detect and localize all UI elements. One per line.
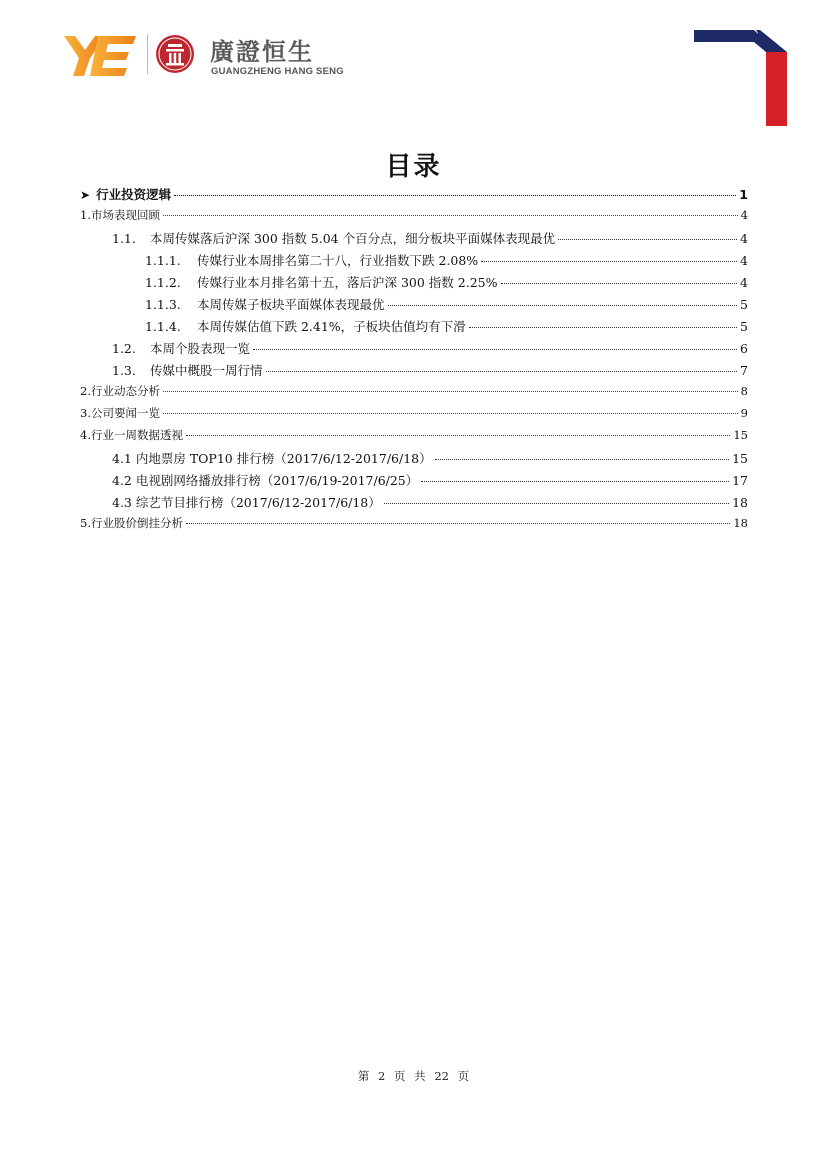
toc-entry-page: 17: [732, 473, 748, 488]
toc-entry-text: 本周传媒子板块平面媒体表现最优: [197, 297, 385, 312]
toc-entry-page: 18: [732, 495, 748, 510]
toc-entry-number: 1.2.: [112, 341, 136, 356]
toc-title: 目录: [385, 152, 442, 182]
toc-entry-number: 1.1.1.: [145, 253, 181, 268]
toc-entry-page: 1: [739, 187, 748, 202]
toc-entry-text: 2.行业动态分析: [80, 384, 160, 398]
logo-divider: [147, 34, 148, 74]
toc-entry-page: 4: [740, 231, 748, 246]
toc-entry-text: 3.公司要闻一览: [80, 406, 160, 420]
toc-entry[interactable]: [80, 515, 748, 537]
dot-leader: [253, 349, 737, 350]
brand-subtitle: GUANGZHENG HANG SENG: [211, 66, 344, 77]
toc-entry-text: 4.3 综艺节目排行榜（2017/6/12-2017/6/18）: [112, 495, 381, 510]
brand-name: 廣證恒生: [210, 38, 314, 66]
dot-leader: [435, 459, 729, 460]
toc-entry[interactable]: [80, 273, 748, 295]
dot-leader: [163, 215, 738, 216]
page-footer: 第 2 页 共 22 页: [357, 1069, 470, 1083]
toc-entry[interactable]: [80, 339, 748, 361]
toc-entry[interactable]: [80, 383, 748, 405]
table-of-contents: [80, 185, 748, 537]
arrow-bullet-icon: ➤: [80, 188, 91, 202]
toc-entry-text: 4.2 电视剧网络播放排行榜（2017/6/19-2017/6/25）: [112, 473, 419, 488]
toc-entry-number: 1.1.: [112, 231, 136, 246]
ye-logo-icon: [64, 32, 136, 78]
toc-entry-page: 5: [740, 319, 748, 334]
dot-leader: [481, 261, 737, 262]
dot-leader: [384, 503, 729, 504]
corner-decoration-icon: [694, 30, 790, 126]
toc-entry[interactable]: [80, 493, 748, 515]
dot-leader: [186, 435, 730, 436]
toc-entry-page: 5: [740, 297, 748, 312]
toc-entry-text: 行业投资逻辑: [96, 187, 172, 202]
toc-entry-number: 1.1.2.: [145, 275, 181, 290]
toc-entry-page: 8: [740, 384, 748, 398]
toc-entry[interactable]: [80, 207, 748, 229]
toc-entry[interactable]: [80, 229, 748, 251]
dot-leader: [163, 391, 738, 392]
toc-entry-page: 15: [733, 428, 748, 442]
toc-entry-number: 1.1.4.: [145, 319, 181, 334]
toc-entry-page: 4: [740, 275, 748, 290]
dot-leader: [266, 371, 738, 372]
header: [64, 30, 354, 82]
toc-entry[interactable]: [80, 295, 748, 317]
toc-entry-text: 4.1 内地票房 TOP10 排行榜（2017/6/12-2017/6/18）: [112, 451, 432, 466]
toc-entry-page: 15: [732, 451, 748, 466]
toc-entry-text: 1.市场表现回顾: [80, 208, 160, 222]
toc-entry-number: 1.3.: [112, 363, 136, 378]
dot-leader: [174, 195, 736, 196]
toc-entry-text: 5.行业股价倒挂分析: [80, 516, 183, 530]
toc-entry[interactable]: [80, 405, 748, 427]
dot-leader: [388, 305, 738, 306]
dot-leader: [163, 413, 738, 414]
toc-entry[interactable]: [80, 449, 748, 471]
dot-leader: [501, 283, 738, 284]
toc-entry-number: 1.1.3.: [145, 297, 181, 312]
toc-entry-page: 4: [740, 208, 748, 222]
toc-entry[interactable]: [80, 185, 748, 207]
toc-entry-text: 本周传媒落后沪深 300 指数 5.04 个百分点，细分板块平面媒体表现最优: [150, 231, 556, 246]
dot-leader: [421, 481, 729, 482]
toc-entry[interactable]: [80, 361, 748, 383]
seal-icon: [155, 34, 195, 74]
toc-entry-text: 传媒中概股一周行情: [150, 363, 263, 378]
toc-entry[interactable]: [80, 471, 748, 493]
toc-entry[interactable]: [80, 251, 748, 273]
toc-entry-text: 传媒行业本月排名第十五，落后沪深 300 指数 2.25%: [197, 275, 498, 290]
toc-entry-text: 4.行业一周数据透视: [80, 428, 183, 442]
toc-entry-text: 本周传媒估值下跌 2.41%，子板块估值均有下滑: [197, 319, 466, 334]
dot-leader: [469, 327, 737, 328]
toc-entry[interactable]: [80, 317, 748, 339]
dot-leader: [558, 239, 737, 240]
toc-entry-text: 传媒行业本周排名第二十八，行业指数下跌 2.08%: [197, 253, 479, 268]
toc-entry[interactable]: [80, 427, 748, 449]
toc-entry-page: 9: [740, 406, 748, 420]
toc-entry-page: 4: [740, 253, 748, 268]
toc-entry-page: 6: [740, 341, 748, 356]
dot-leader: [186, 523, 730, 524]
toc-entry-page: 7: [740, 363, 748, 378]
toc-entry-text: 本周个股表现一览: [150, 341, 251, 356]
toc-entry-page: 18: [733, 516, 748, 530]
